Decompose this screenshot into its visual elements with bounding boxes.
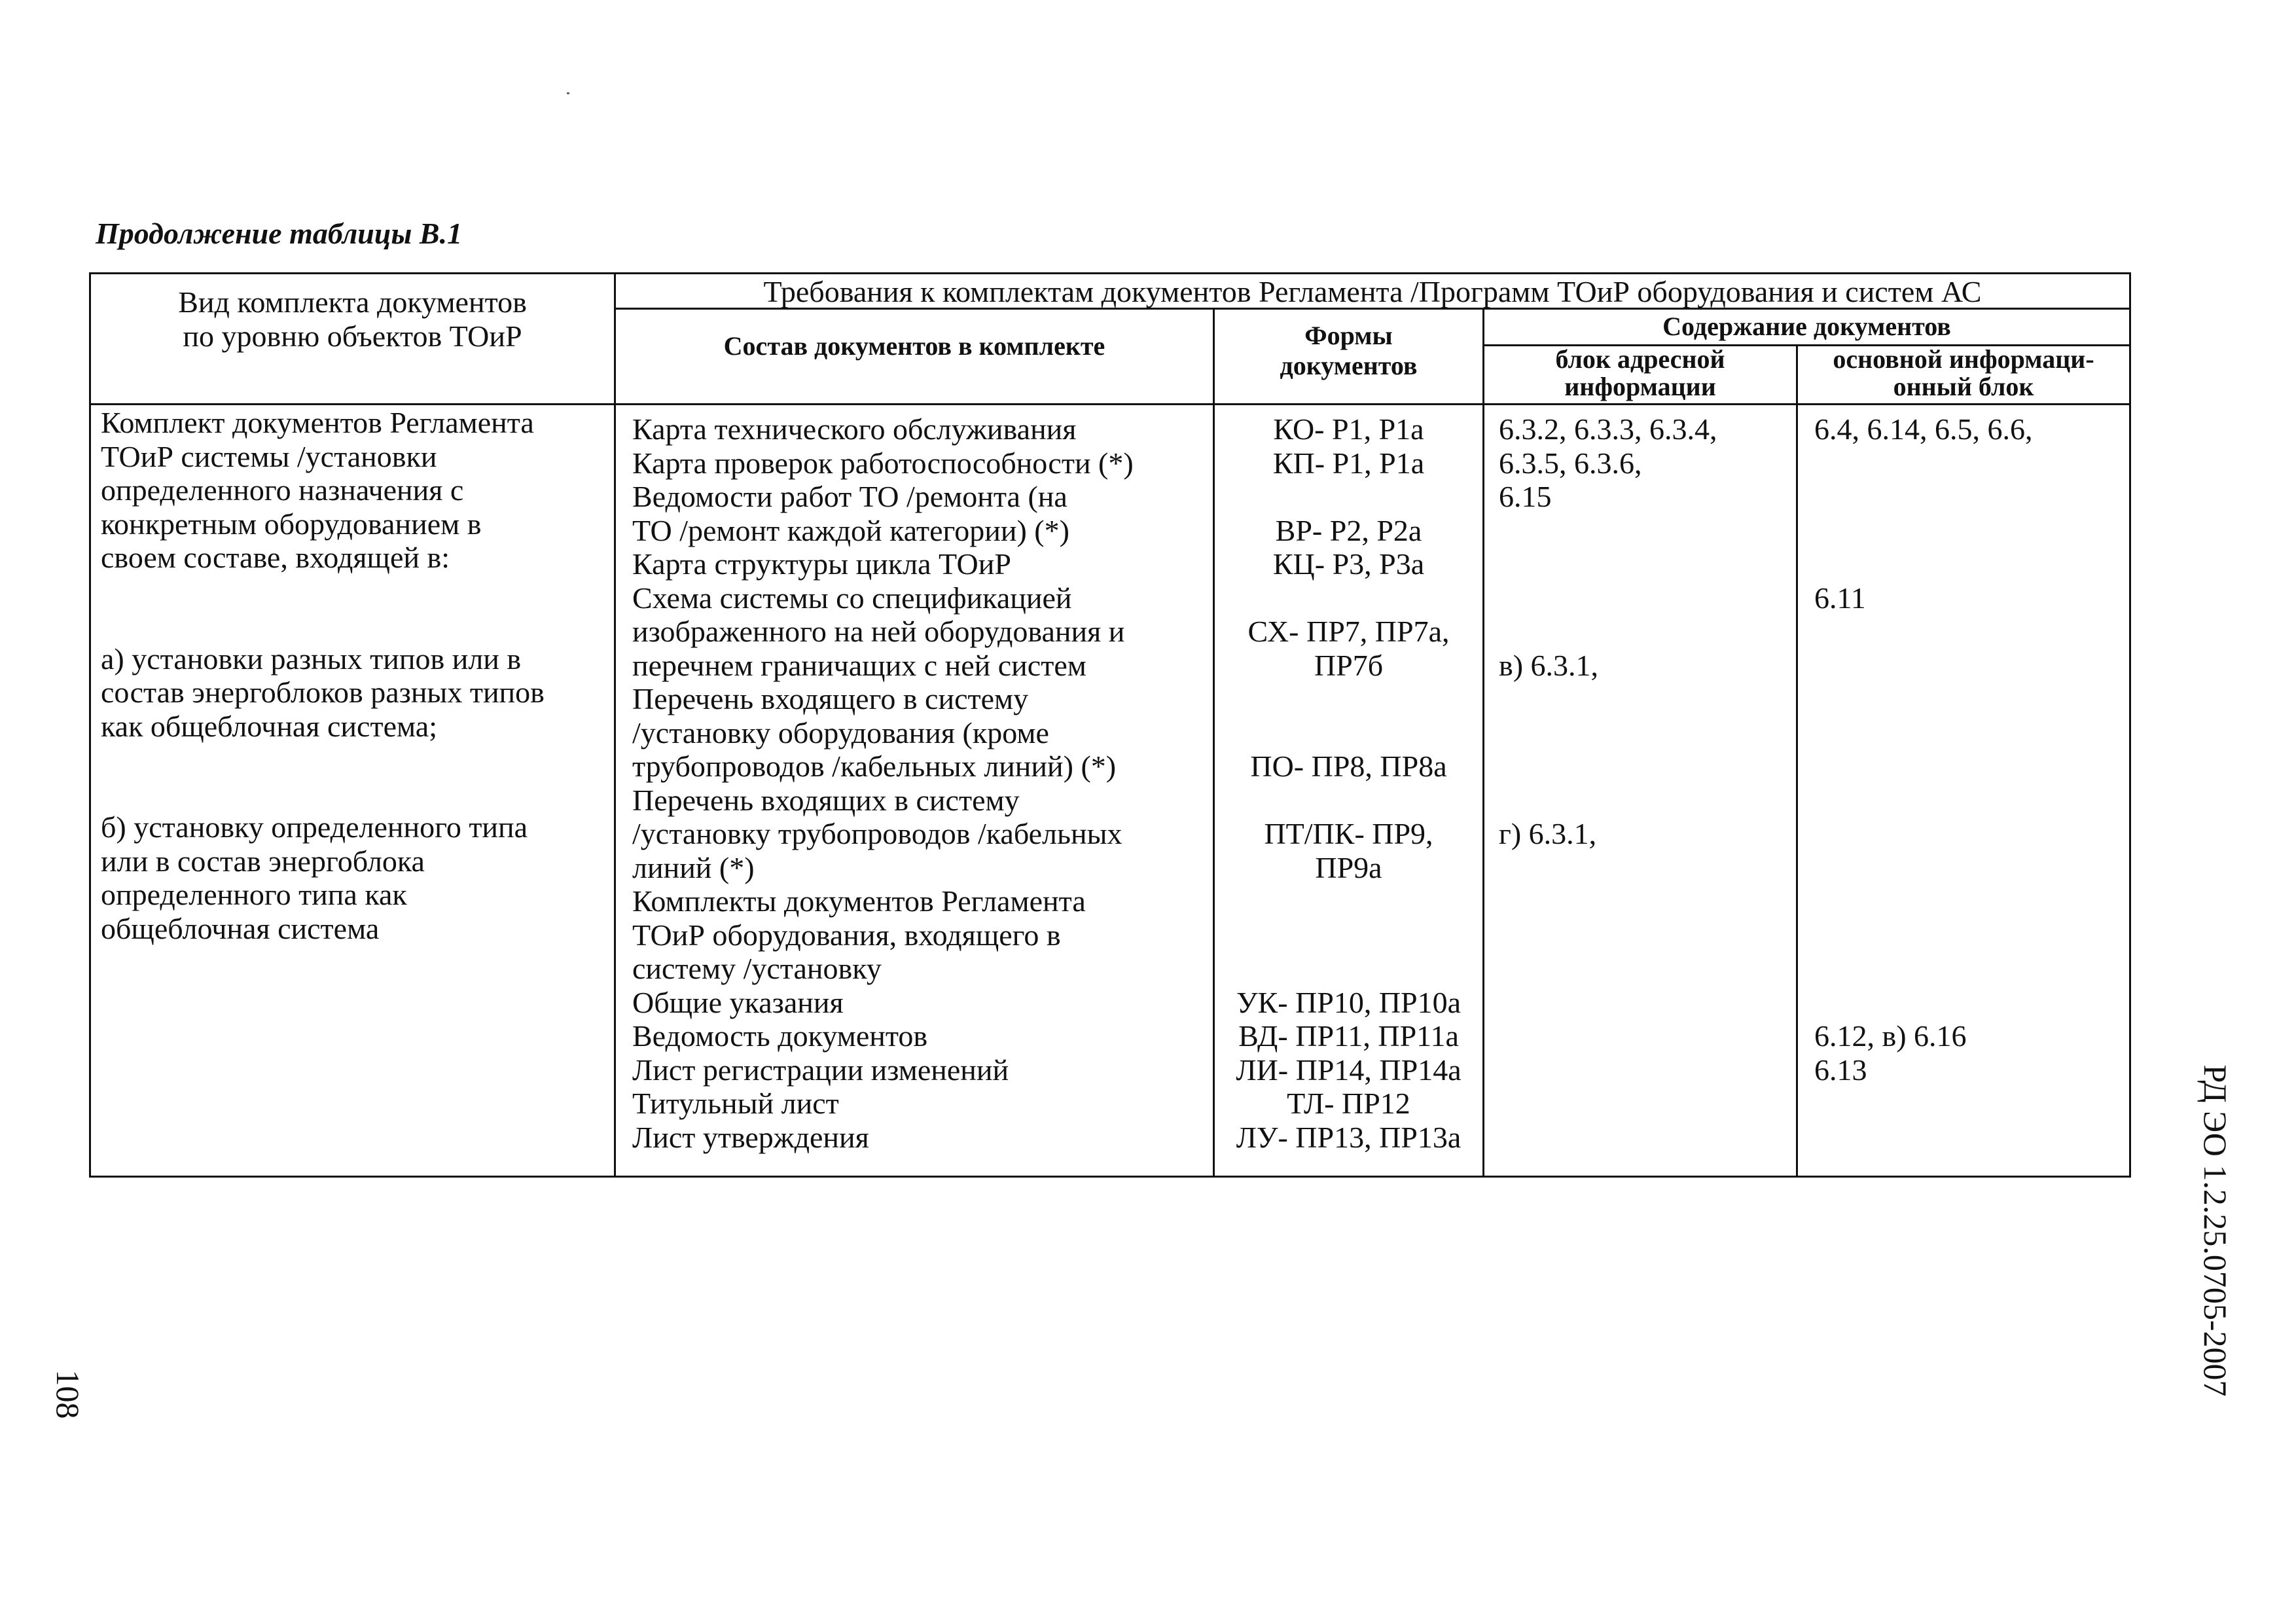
page-number: 108 bbox=[50, 1369, 86, 1419]
col-divider-4 bbox=[1796, 344, 1798, 1178]
table-bottom-border bbox=[89, 1176, 2131, 1178]
header-bottom-line bbox=[89, 403, 2131, 405]
body-col-main: 6.4, 6.14, 6.5, 6.6, 6.11 6.12, в) 6.16 6.13 bbox=[1814, 412, 2033, 1087]
body-col-type: Комплект документов Регламента ТОиР системы /установки определенного назначения с конкретным оборудованием в своем составе, входящей в: а) установки разных типов или в состав энергоблоков разных типов как общеблочная система; б) установку определенного типа или в состав энергоблока определенного типа как общеблочная система bbox=[101, 406, 545, 945]
col-divider-1 bbox=[614, 272, 616, 1178]
header-requirements: Требования к комплектам документов Регламента /Программ ТОиР оборудования и систем АС bbox=[763, 275, 1982, 308]
table-left-border bbox=[89, 272, 91, 1178]
col-divider-3 bbox=[1482, 308, 1484, 1178]
header-col-main: основной информаци- онный блок bbox=[1833, 344, 2094, 401]
scan-mark bbox=[567, 92, 569, 94]
table-top-border bbox=[89, 272, 2131, 274]
document-code: РД ЭО 1.2.25.0705-2007 bbox=[2197, 1064, 2234, 1397]
body-col-forms: КО- Р1, Р1а КП- Р1, Р1а ВР- Р2, Р2а КЦ- Р3, Р3а СХ- ПР7, ПР7а, ПР7б ПО- ПР8, ПР8а ПТ/ПК- ПР9, ПР9а УК- ПР10, ПР10а ВД- ПР11, ПР11а ЛИ- ПР14, ПР14а ТЛ- ПР12 ЛУ- ПР13, ПР13а bbox=[1236, 412, 1462, 1154]
header-col-type: Вид комплекта документов по уровню объектов ТОиР bbox=[178, 285, 527, 353]
body-col-composition: Карта технического обслуживания Карта проверок работоспособности (*) Ведомости работ ТО /ремонта (на ТО /ремонт каждой категории) (*) Карта структуры цикла ТОиР Схема системы со спецификацией изображенного на ней оборудования и перечнем граничащих с ней систем Перечень входящего в систему /установку оборудования (кроме трубопроводов /кабельных линий) (*) Перечень входящих в систему /установку трубопроводов /кабельных линий (*) Комплекты документов Регламента ТОиР оборудования, входящего в систему /установку Общие указания Ведомость документов Лист регистрации изменений Титульный лист Лист утверждения bbox=[632, 412, 1134, 1154]
header-col-forms: Формы документов bbox=[1280, 321, 1418, 380]
header-col-address: блок адресной информации bbox=[1555, 344, 1725, 401]
header-content: Содержание документов bbox=[1662, 312, 1951, 341]
header-col-composition: Состав документов в комплекте bbox=[723, 331, 1105, 361]
table-right-border bbox=[2129, 272, 2131, 1178]
table-caption: Продолжение таблицы В.1 bbox=[96, 217, 463, 250]
body-col-address: 6.3.2, 6.3.3, 6.3.4, 6.3.5, 6.3.6, 6.15 в) 6.3.1, г) 6.3.1, bbox=[1499, 412, 1717, 850]
